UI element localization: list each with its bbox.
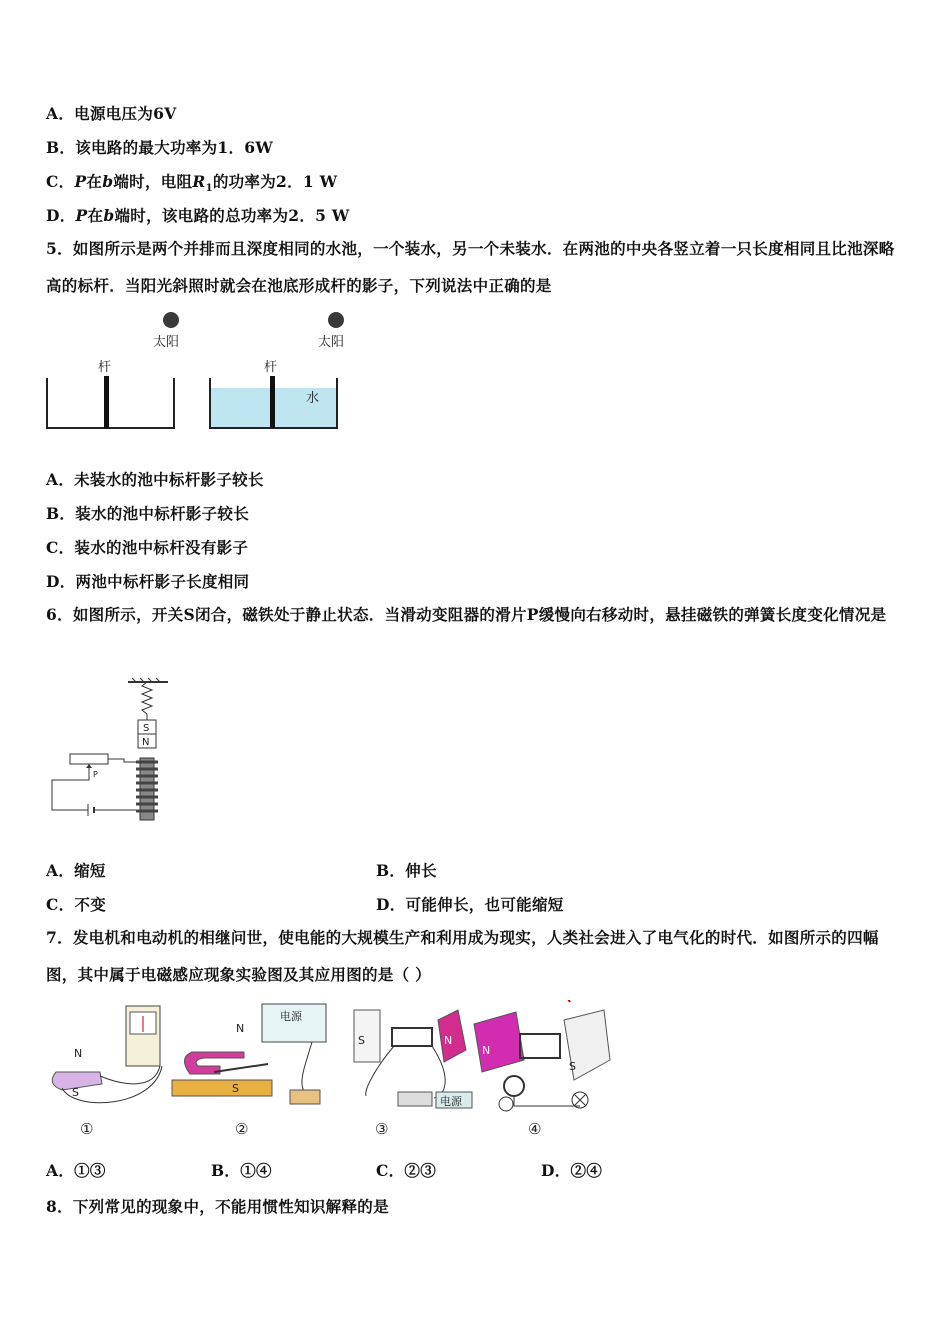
q7-diagram-2 — [172, 1004, 326, 1138]
q5-option-b: B．装水的池中标杆影子较长 — [46, 504, 250, 523]
q7-diagram-4 — [474, 1000, 610, 1138]
q4-option-a: A．电源电压为6V — [46, 104, 177, 123]
pole-left — [104, 376, 109, 428]
svg-text:S: S — [72, 1086, 79, 1099]
q6-figure — [44, 676, 174, 824]
q7-option-d: D．②④ — [541, 1161, 603, 1180]
svg-text:N: N — [482, 1044, 491, 1057]
q6-option-b: B．伸长 — [376, 861, 437, 880]
q7-diagram-3 — [354, 1010, 472, 1138]
svg-text:②: ② — [235, 1120, 249, 1138]
q7-option-c: C．②③ — [376, 1161, 437, 1180]
q7-option-a: A．①③ — [46, 1161, 106, 1180]
q6-stem: 6．如图所示，开关S闭合，磁铁处于静止状态．当滑动变阻器的滑片P缓慢向右移动时，悬挂磁铁的弹簧长度变化情况是 — [46, 605, 887, 624]
svg-text:电源: 电源 — [440, 1095, 462, 1108]
q6-option-c: C．不变 — [46, 895, 107, 914]
q6-option-a: A．缩短 — [46, 861, 106, 880]
q4-option-b: B．该电路的最大功率为1．6W — [46, 138, 274, 157]
svg-text:S: S — [569, 1060, 576, 1073]
svg-text:S: S — [232, 1082, 239, 1095]
q7-figure — [44, 1000, 624, 1140]
water-label: 水 — [306, 391, 320, 406]
q7-stem: 7．发电机和电动机的相继问世，使电能的大规模生产和利用成为现实，人类社会进入了电气化的时代．如图所示的四幅图，其中属于电磁感应现象实验图及其应用图的是（ ） — [46, 928, 879, 984]
empty-pool — [47, 378, 174, 428]
q4-option-c: C．P在b端时，电阻$R_1$的功率为2．1 W — [46, 172, 338, 195]
sun-label-left: 太阳 — [153, 335, 180, 350]
svg-text:N: N — [444, 1034, 453, 1047]
svg-text:N: N — [142, 737, 150, 748]
q5-option-a: A．未装水的池中标杆影子较长 — [46, 470, 264, 489]
q5-option-c: C．装水的池中标杆没有影子 — [46, 538, 249, 557]
spring — [142, 682, 152, 714]
pole-right — [270, 376, 275, 428]
q7-option-b: B．①④ — [211, 1161, 272, 1180]
q4-option-d: D．P在b端时，该电路的总功率为2．5 W — [46, 206, 350, 225]
q5-option-d: D．两池中标杆影子长度相同 — [46, 572, 250, 591]
svg-text:S: S — [143, 723, 150, 734]
svg-text:N: N — [74, 1047, 83, 1060]
q7-diagram-1 — [52, 1006, 162, 1138]
svg-text:N: N — [236, 1022, 245, 1035]
sun-label-right: 太阳 — [318, 335, 345, 350]
q6-option-d: D．可能伸长，也可能缩短 — [376, 895, 564, 914]
sun-icon-left — [163, 312, 179, 328]
svg-text:电源: 电源 — [280, 1010, 302, 1023]
q5-figure — [40, 308, 360, 438]
svg-text:③: ③ — [375, 1120, 389, 1138]
sun-icon-right — [328, 312, 344, 328]
svg-text:①: ① — [80, 1120, 94, 1138]
q8-stem: 8．下列常见的现象中，不能用惯性知识解释的是 — [46, 1197, 389, 1216]
svg-text:S: S — [358, 1034, 365, 1047]
svg-text:④: ④ — [528, 1120, 542, 1138]
rheostat — [70, 754, 108, 764]
q5-stem: 5．如图所示是两个并排而且深度相同的水池，一个装水，另一个未装水．在两池的中央各竖立着一只长度相同且比池深略高的标杆．当阳光斜照时就会在池底形成杆的影子，下列说法中正确的是 — [46, 239, 895, 295]
svg-text:P: P — [93, 770, 98, 779]
pole-label-left: 杆 — [98, 360, 112, 375]
pole-label-right: 杆 — [264, 360, 278, 375]
